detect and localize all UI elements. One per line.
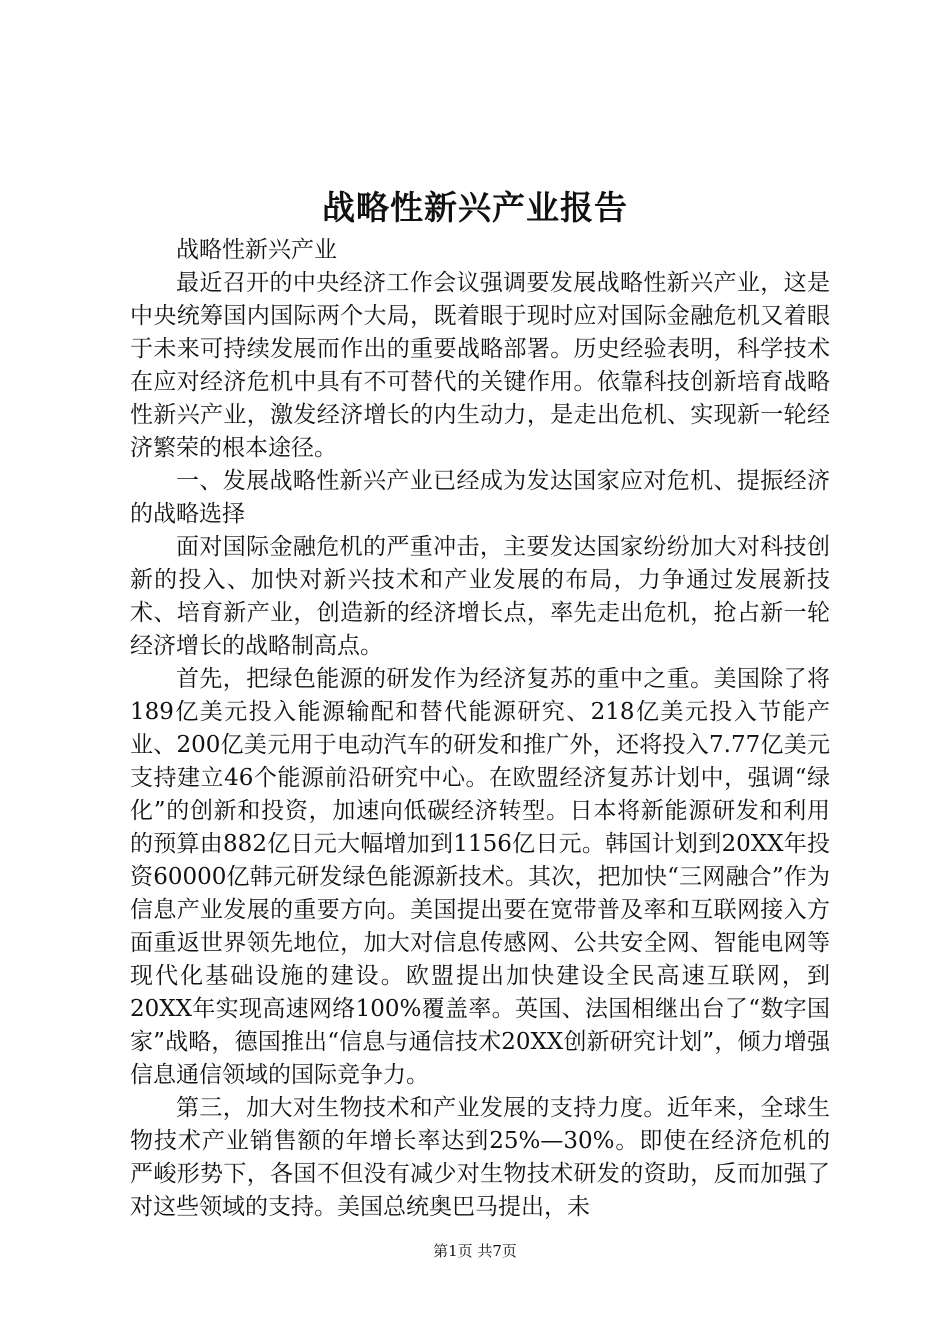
paragraph-third: 第三，加大对生物技术和产业发展的支持力度。近年来，全球生物技术产业销售额的年增长率达到25%—30%。即使在经济危机的严峻形势下，各国不但没有减少对生物技术研发的资助，反而加强了对这些领域的支持。美国总统奥巴马提出，未 <box>130 1095 830 1220</box>
paragraph-first-second: 首先，把绿色能源的研发作为经济复苏的重中之重。美国除了将189亿美元投入能源输配和替代能源研究、218亿美元投入节能产业、200亿美元用于电动汽车的研发和推广外，还将投入7.77亿美元支持建立46个能源前沿研究中心。在欧盟经济复苏计划中，强调“绿化”的创新和投资，加速向低碳经济转型。日本将新能源研发和利用的预算由882亿日元大幅增加到1156亿日元。韩国计划到20XX年投资60000亿韩元研发绿色能源新技术。其次，把加快“三网融合”作为信息产业发展的重要方向。美国提出要在宽带普及率和互联网接入方面重返世界领先地位，加大对信息传感网、公共安全网、智能电网等现代化基础设施的建设。欧盟提出加快建设全民高速互联网，到20XX年实现高速网络100%覆盖率。英国、法国相继出台了“数字国家”战略，德国推出“信息与通信技术20XX创新研究计划”，倾力增强信息通信领域的国际竞争力。 <box>130 666 830 1088</box>
paragraph-intro: 最近召开的中央经济工作会议强调要发展战略性新兴产业，这是中央统筹国内国际两个大局，既着眼于现时应对国际金融危机又着眼于未来可持续发展而作出的重要战略部署。历史经验表明，科学技术在应对经济危机中具有不可替代的关键作用。依靠科技创新培育战略性新兴产业，激发经济增长的内生动力，是走出危机、实现新一轮经济繁荣的根本途径。 <box>130 270 830 461</box>
paragraph-subtitle: 战略性新兴产业 <box>176 237 337 263</box>
page-footer: 第1页 共7页 <box>433 1242 517 1260</box>
document-body <box>130 234 830 1224</box>
section-heading-1: 一、发展战略性新兴产业已经成为发达国家应对危机、提振经济的战略选择 <box>130 468 830 527</box>
document-title: 战略性新兴产业报告 <box>322 188 628 227</box>
paragraph-overview: 面对国际金融危机的严重冲击，主要发达国家纷纷加大对科技创新的投入、加快对新兴技术和产业发展的布局，力争通过发展新技术、培育新产业，创造新的经济增长点，率先走出危机，抢占新一轮经济增长的战略制高点。 <box>130 534 830 659</box>
